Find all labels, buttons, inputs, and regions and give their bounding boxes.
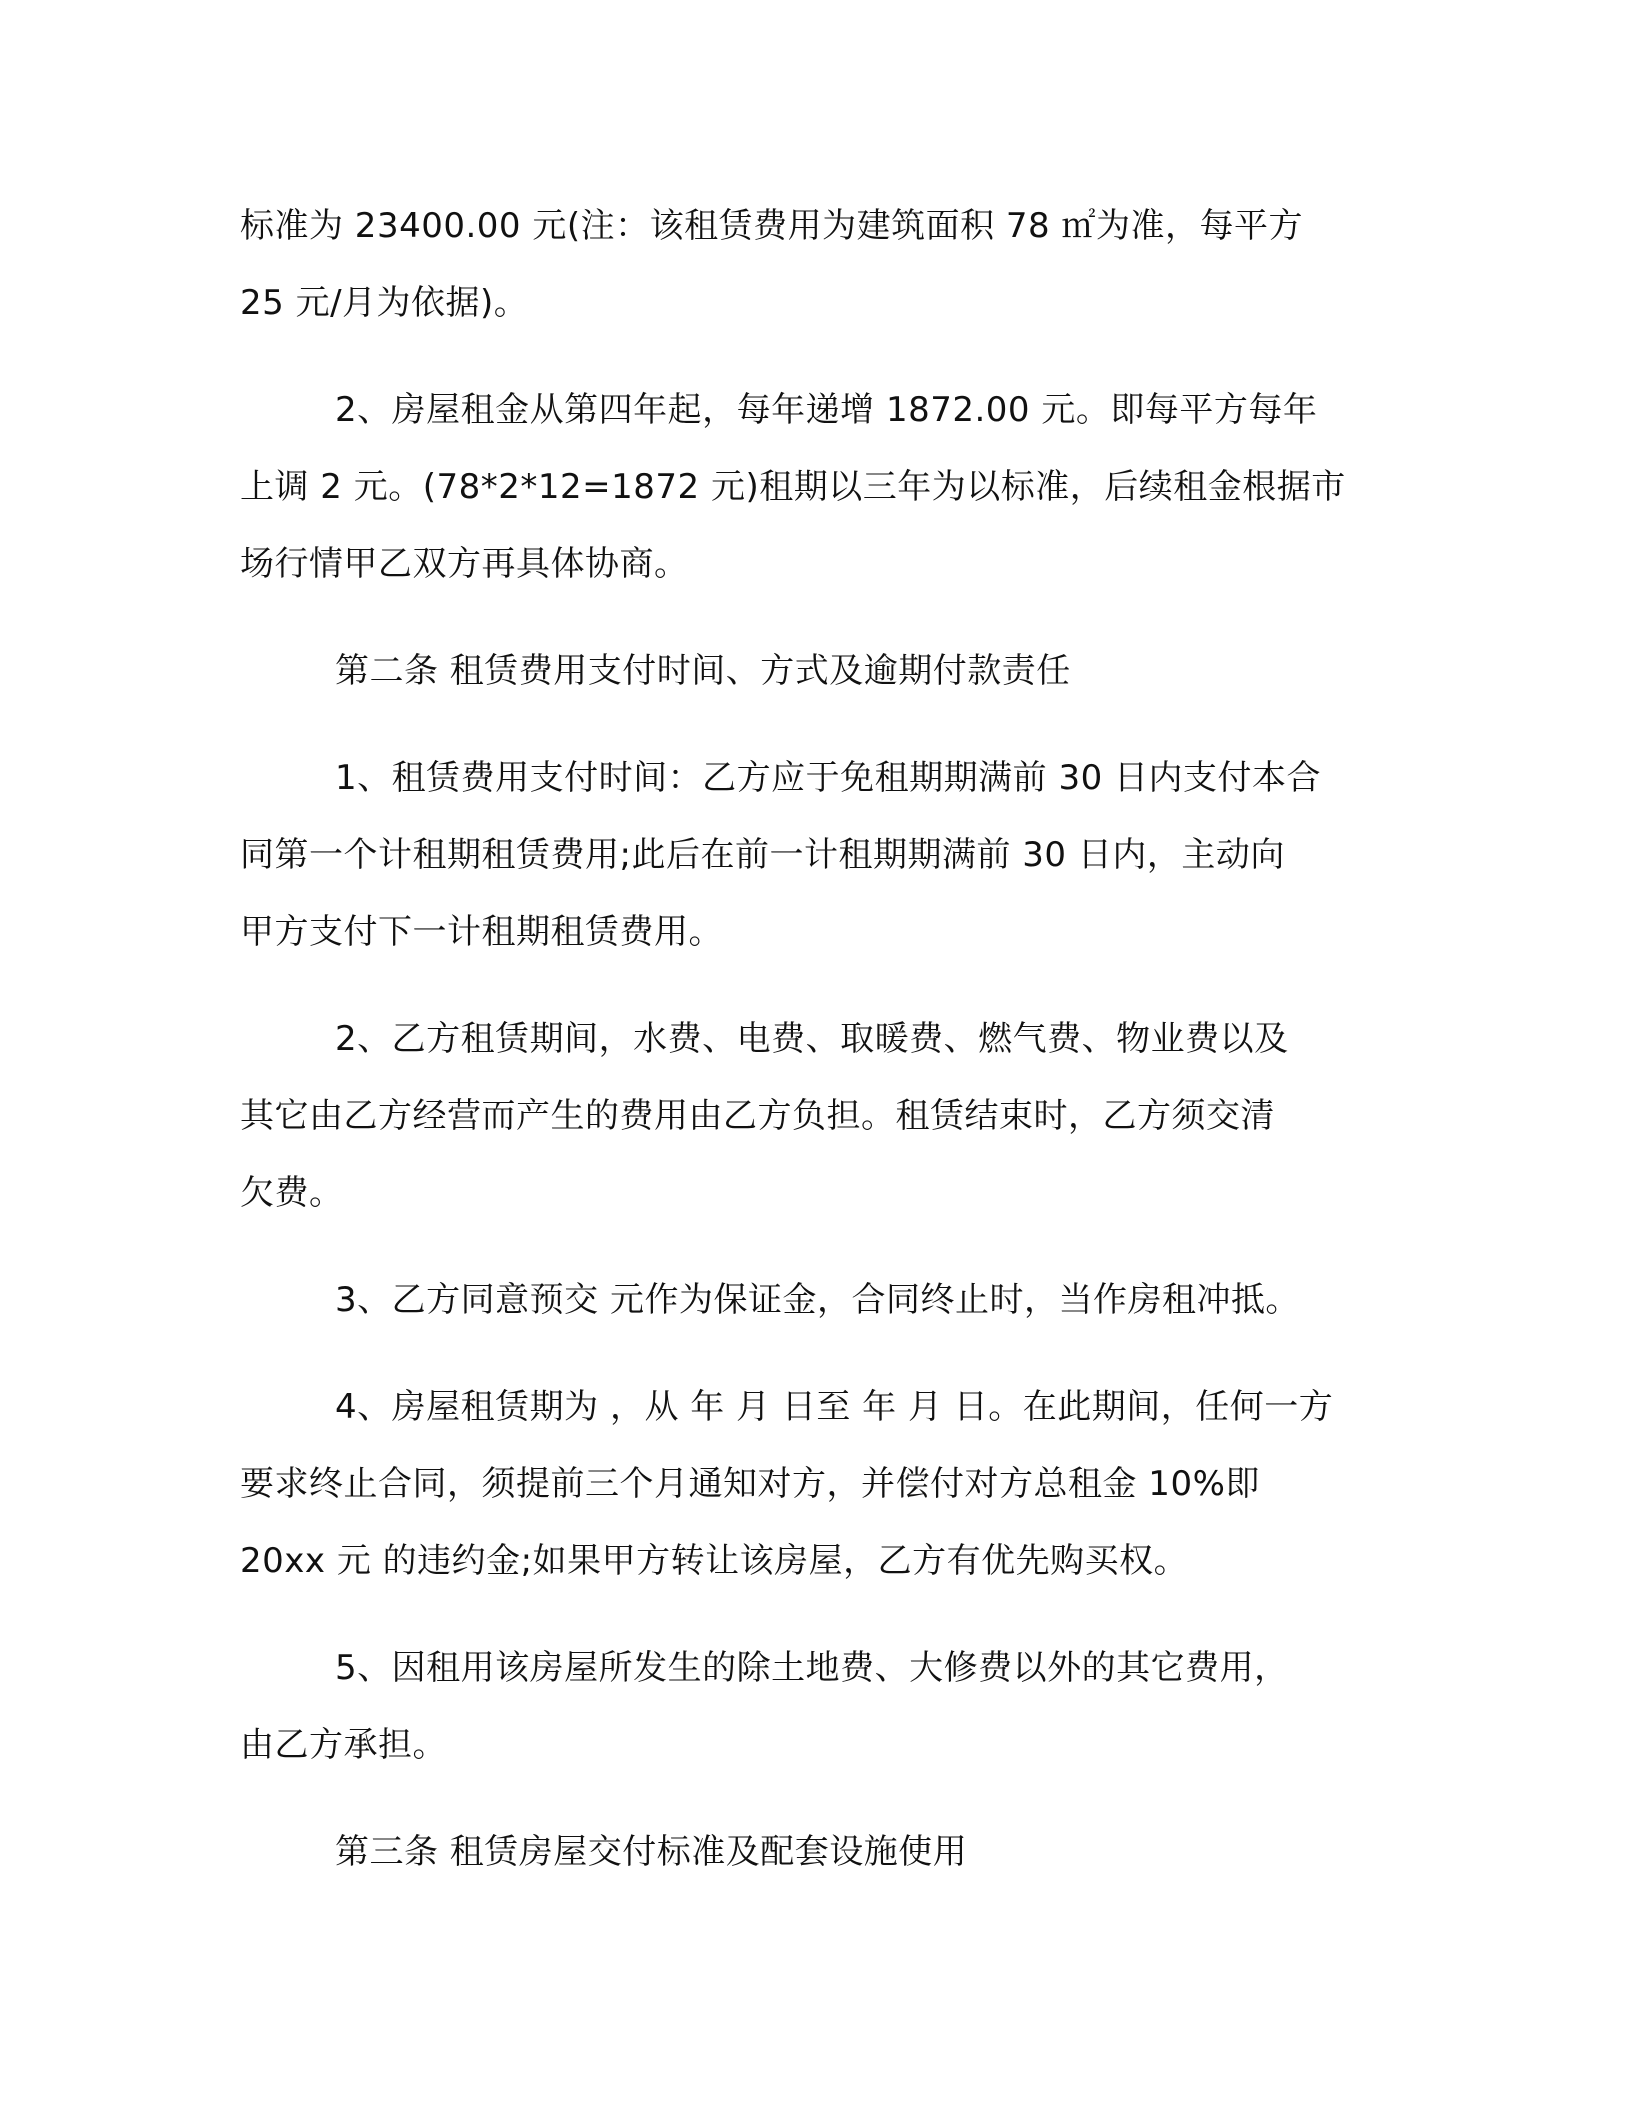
heading-line: 第三条 租赁房屋交付标准及配套设施使用 <box>335 1832 968 1872</box>
paragraph-utility-fees <box>240 1001 1390 1232</box>
text-line: 5、因租用该房屋所发生的除土地费、大修费以外的其它费用， <box>335 1648 1289 1688</box>
article-heading-2 <box>240 633 1390 710</box>
text-line: 3、乙方同意预交 元作为保证金，合同终止时，当作房租冲抵。 <box>335 1280 1300 1320</box>
paragraph-other-fees <box>240 1630 1390 1784</box>
text-line: 要求终止合同，须提前三个月通知对方，并偿付对方总租金 10%即 <box>240 1464 1260 1504</box>
paragraph-rent-standard <box>240 188 1390 342</box>
paragraph-rent-increase <box>240 372 1390 603</box>
text-line: 1、租赁费用支付时间：乙方应于免租期期满前 30 日内支付本合 <box>335 758 1322 798</box>
text-line: 场行情甲乙双方再具体协商。 <box>240 544 689 584</box>
paragraph-lease-term <box>240 1369 1390 1600</box>
heading-line: 第二条 租赁费用支付时间、方式及逾期付款责任 <box>335 651 1071 691</box>
text-line: 上调 2 元。(78*2*12=1872 元)租期以三年为以标准，后续租金根据市 <box>240 467 1346 507</box>
text-line: 2、乙方租赁期间，水费、电费、取暖费、燃气费、物业费以及 <box>335 1019 1289 1059</box>
text-line: 由乙方承担。 <box>240 1725 447 1765</box>
paragraph-deposit <box>240 1262 1390 1339</box>
text-line: 同第一个计租期租赁费用;此后在前一计租期期满前 30 日内，主动向 <box>240 835 1285 875</box>
text-line: 4、房屋租赁期为 ，从 年 月 日至 年 月 日。在此期间，任何一方 <box>335 1387 1334 1427</box>
text-line: 标准为 23400.00 元(注：该租赁费用为建筑面积 78 ㎡为准，每平方 <box>240 206 1303 246</box>
text-line: 25 元/月为依据)。 <box>240 283 529 323</box>
text-line: 20xx 元 的违约金;如果甲方转让该房屋，乙方有优先购买权。 <box>240 1541 1189 1581</box>
text-line: 2、房屋租金从第四年起，每年递增 1872.00 元。即每平方每年 <box>335 390 1318 430</box>
document-body <box>240 188 1390 1891</box>
text-line: 甲方支付下一计租期租赁费用。 <box>240 912 723 952</box>
text-line: 欠费。 <box>240 1173 344 1213</box>
article-heading-3 <box>240 1814 1390 1891</box>
paragraph-payment-time <box>240 740 1390 971</box>
text-line: 其它由乙方经营而产生的费用由乙方负担。租赁结束时，乙方须交清 <box>240 1096 1275 1136</box>
